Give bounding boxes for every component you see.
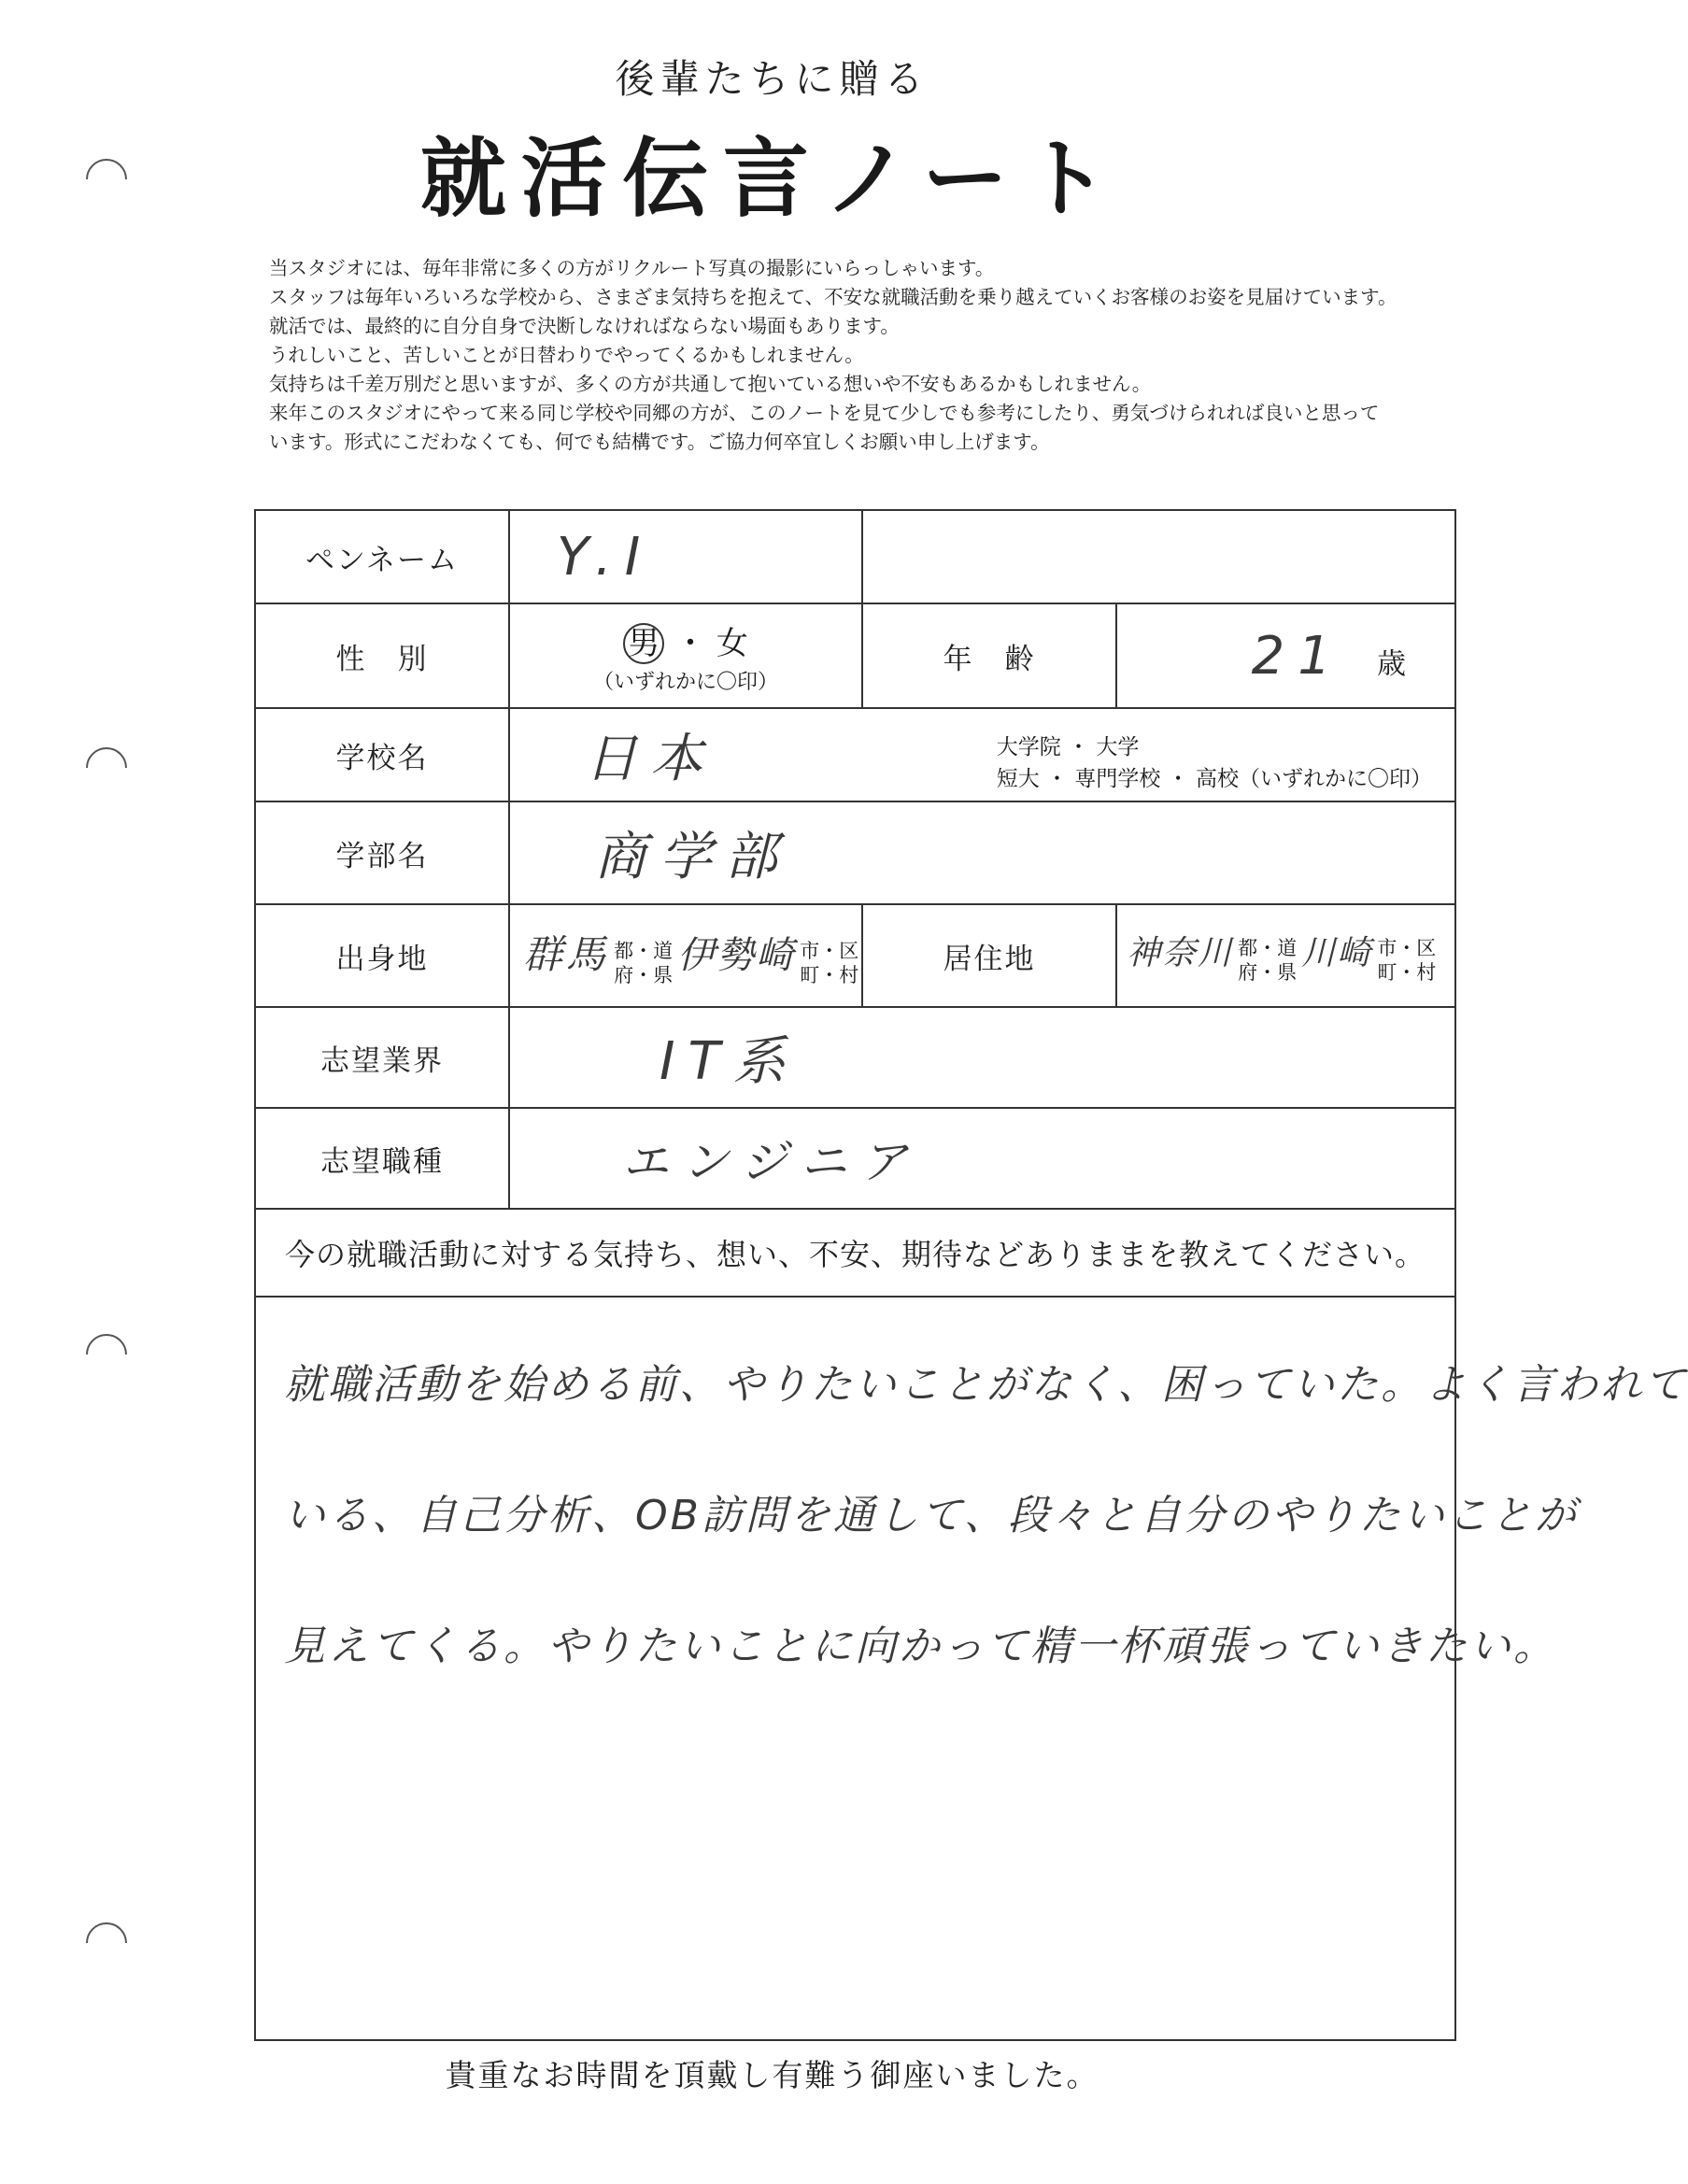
question-prompt: 今の就職活動に対する気持ち、想い、不安、期待などありままを教えてください。: [255, 1209, 1455, 1297]
intro-line: 就活では、最終的に自分自身で決断しなければならない場面もあります。: [269, 315, 900, 337]
age-label: 年 齢: [862, 603, 1116, 708]
school-field[interactable]: [509, 708, 1455, 801]
hometown-city-suffix: [800, 939, 858, 987]
pen-name-value: Y.I: [557, 526, 654, 588]
gender-options: [510, 617, 861, 664]
residence-pref-suffix: [1238, 936, 1297, 985]
hometown-label: 出身地: [255, 904, 509, 1007]
pen-name-extra: [862, 510, 1455, 603]
age-field[interactable]: [1116, 603, 1455, 708]
gender-female[interactable]: 女: [716, 624, 748, 662]
hometown-field[interactable]: [509, 904, 862, 1007]
page-subtitle: 後輩たちに贈る: [615, 56, 929, 102]
industry-value: IT系: [660, 1031, 799, 1092]
intro-line: うれしいこと、苦しいことが日替わりでやってくるかもしれません。: [269, 344, 864, 366]
faculty-value: 商学部: [594, 827, 790, 887]
intro-line: 当スタジオには、毎年非常に多くの方がリクルート写真の撮影にいらっしゃいます。: [269, 257, 995, 279]
message-line: いる、自己分析、OB訪問を通して、段々と自分のやりたいことが: [284, 1492, 1579, 1539]
pen-name-field[interactable]: [509, 510, 862, 603]
residence-field[interactable]: [1116, 904, 1455, 1007]
footer-thanks: 貴重なお時間を頂戴し有難う御座いました。: [445, 2057, 1099, 2093]
intro-line: 気持ちは千差万別だと思いますが、多くの方が共通して抱いている想いや不安もあるかもしれません。: [269, 373, 1152, 395]
job-field[interactable]: [509, 1108, 1455, 1209]
faculty-label: 学部名: [255, 801, 509, 904]
message-field[interactable]: [255, 1297, 1688, 2040]
school-value: 日本: [585, 729, 716, 789]
residence-label: 居住地: [862, 904, 1116, 1007]
faculty-field[interactable]: [509, 801, 1455, 904]
message-line: 見えてくる。やりたいことに向かって精一杯頑張っていきたい。: [284, 1623, 1557, 1670]
pen-name-label: ペンネーム: [255, 510, 509, 603]
hometown-pref-suffix: [614, 939, 673, 987]
pref-suffix-line: 府・県: [614, 964, 674, 987]
residence-city-suffix: [1377, 936, 1436, 985]
city-suffix-line: 町・村: [800, 964, 859, 987]
pref-suffix-line: 府・県: [1238, 960, 1298, 984]
school-type-line-2: 短大 ・ 専門学校 ・ 高校（いずれかに〇印）: [996, 767, 1432, 791]
city-suffix-line: 町・村: [1377, 960, 1437, 984]
punch-hole-2: [86, 747, 127, 788]
school-type-line-1: 大学院 ・ 大学: [996, 735, 1140, 759]
residence-pref: 神奈川: [1127, 934, 1234, 973]
age-unit: 歳: [1377, 646, 1408, 681]
gender-separator: ・: [674, 624, 706, 662]
school-label: 学校名: [255, 708, 509, 801]
job-label: 志望職種: [255, 1108, 509, 1209]
hometown-pref: 群馬: [523, 930, 610, 977]
city-suffix-line: 市・区: [800, 940, 859, 963]
punch-hole-4: [86, 1922, 127, 1964]
intro-text: [269, 254, 1539, 457]
gender-note: （いずれかに〇印）: [592, 670, 778, 694]
intro-line: 来年このスタジオにやって来る同じ学校や同郷の方が、このノートを見て少しでも参考にしたり、勇気づけられれば良いと思って: [269, 402, 1380, 424]
job-value: エンジニア: [622, 1135, 920, 1189]
city-suffix-line: 市・区: [1377, 936, 1437, 959]
age-value: 21: [1251, 625, 1344, 687]
hometown-city: 伊勢崎: [677, 933, 796, 977]
punch-hole-3: [86, 1334, 127, 1375]
form-table: [254, 509, 1688, 2041]
intro-line: います。形式にこだわなくても、何でも結構です。ご協力何卒宜しくお願い申し上げます。: [269, 431, 1050, 453]
gender-label: 性 別: [255, 603, 509, 708]
industry-field[interactable]: [509, 1007, 1455, 1108]
pref-suffix-line: 都・道: [614, 940, 674, 963]
page-title: 就活伝言ノート: [419, 129, 1125, 229]
industry-label: 志望業界: [255, 1007, 509, 1108]
message-line: 就職活動を始める前、やりたいことがなく、困っていた。よく言われて: [284, 1361, 1688, 1409]
residence-city: 川崎: [1301, 934, 1373, 973]
school-type-options: [997, 731, 1432, 795]
pref-suffix-line: 都・道: [1238, 936, 1298, 959]
intro-line: スタッフは毎年いろいろな学校から、さまざま気持ちを抱えて、不安な就職活動を乗り越えていくお客様のお姿を見届けています。: [269, 286, 1397, 308]
gender-field[interactable]: [509, 603, 862, 708]
gender-male[interactable]: 男: [623, 623, 664, 664]
